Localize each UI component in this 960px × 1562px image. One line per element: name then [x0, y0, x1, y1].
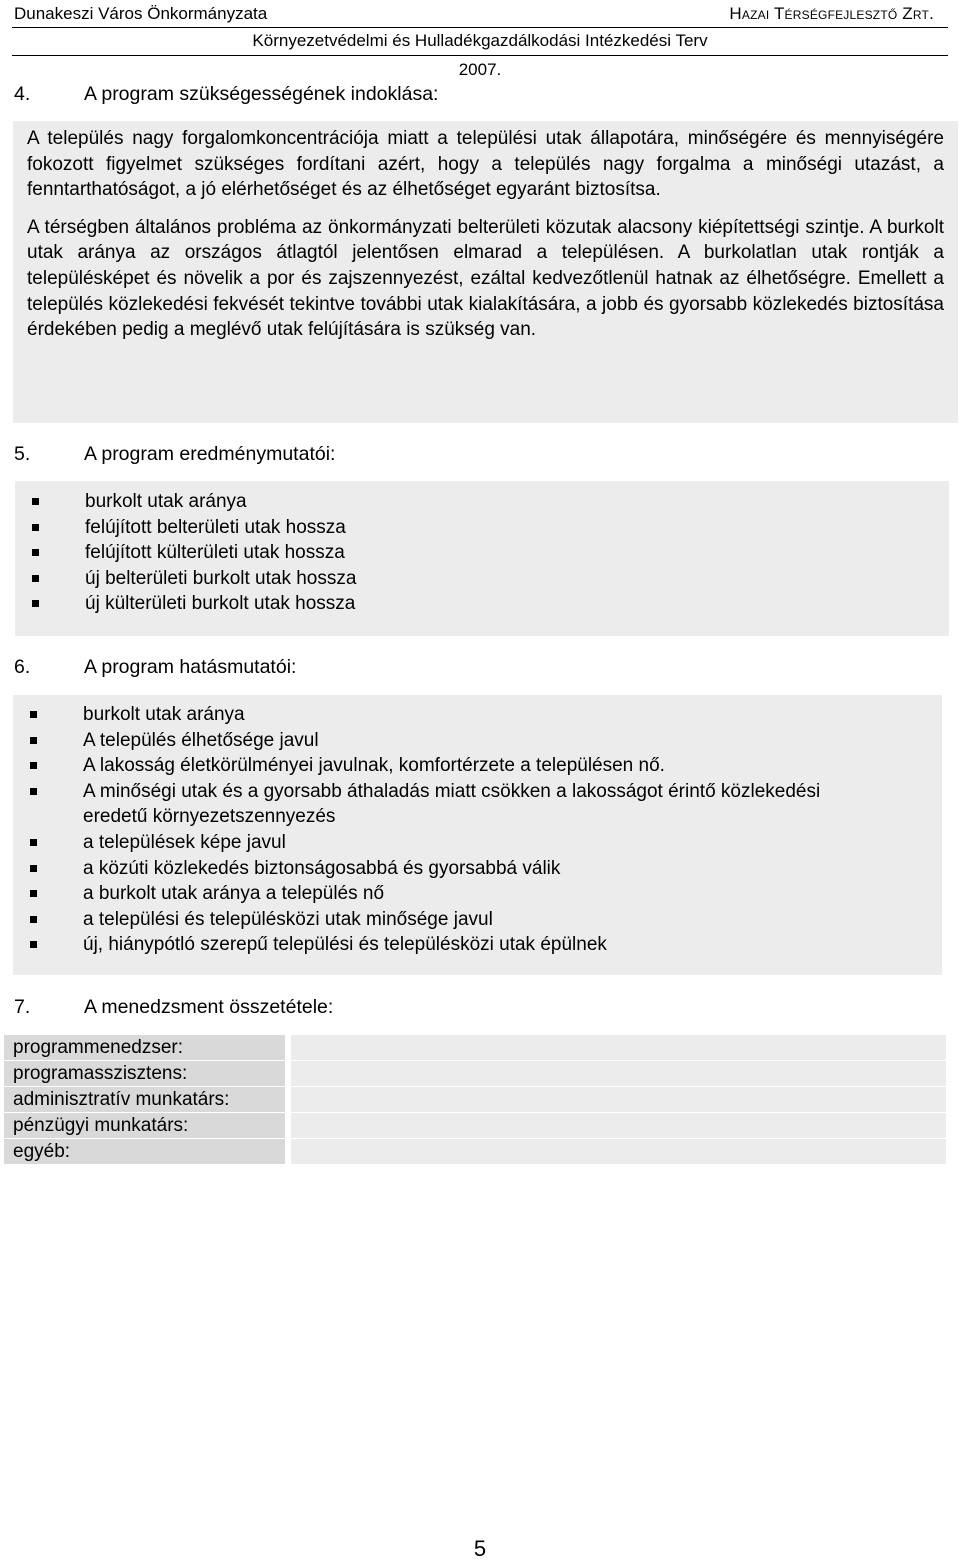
role-value: [291, 1113, 946, 1138]
management-table: [4, 1035, 946, 1165]
table-row: [4, 1061, 946, 1087]
header-company: Hazai Térségfejlesztő Zrt.: [729, 4, 934, 23]
section-4-box: [13, 121, 958, 423]
document-title: Környezetvédelmi és Hulladékgazdálkodási Intézkedési Terv: [252, 31, 708, 50]
square-bullet-icon: [30, 865, 37, 872]
list-item: A település élhetősége javul: [27, 728, 827, 754]
role-value: [291, 1087, 946, 1112]
list-item: új külterületi burkolt utak hossza: [29, 591, 949, 617]
section-4-heading: [14, 83, 438, 106]
square-bullet-icon: [32, 498, 39, 505]
square-bullet-icon: [30, 711, 37, 718]
paragraph: A település nagy forgalomkoncentrációja miatt a települési utak állapotára, minőségére és mennyiségére fokozott figyelmet szükséges fordítani azért, hogy a település nagy forgalma a minőségi utazást, a fenntarthatóságot, a jó elérhetőséget és az élhetőséget egyaránt biztosítsa.: [27, 128, 944, 201]
header-divider-2: [12, 55, 948, 56]
list-item: új, hiánypótló szerepű települési és településközi utak épülnek: [27, 932, 827, 958]
list-item: A minőségi utak és a gyorsabb áthaladás miatt csökken a lakosságot érintő közlekedési eredetű környezetszennyezés: [27, 779, 827, 830]
table-row: [4, 1113, 946, 1139]
paragraph: A térségben általános probléma az önkormányzati belterületi közutak alacsony kiépítettségi szintje. A burkolt utak aránya az országos átlagtól jelentősen elmarad a településen. A burkolatlan utak rontják a településképet és növelik a por és zajszennyezést, ezáltal kedvezőtlenül hatnak az élhetőségre. Emellett a település közlekedési fekvését tekintve további utak kialakítására, a jobb és gyorsabb közlekedés biztosítása érdekében pedig a meglévő utak felújítására is szükség van.: [27, 216, 944, 341]
section-number: 4.: [14, 83, 31, 105]
section-6-box: [13, 695, 942, 975]
square-bullet-icon: [30, 737, 37, 744]
square-bullet-icon: [30, 839, 37, 846]
header-organization: Dunakeszi Város Önkormányzata: [14, 4, 268, 23]
list-item: új belterületi burkolt utak hossza: [29, 566, 949, 592]
square-bullet-icon: [30, 916, 37, 923]
section-number: 7.: [14, 996, 31, 1018]
section-number: 5.: [14, 443, 31, 465]
section-5-heading: [14, 443, 335, 466]
list-item: a települések képe javul: [27, 830, 827, 856]
list-item: burkolt utak aránya: [29, 489, 949, 515]
page-number: 5: [473, 1536, 487, 1561]
role-label: programasszisztens:: [4, 1061, 285, 1086]
square-bullet-icon: [30, 762, 37, 769]
document-year: 2007.: [458, 60, 502, 79]
square-bullet-icon: [30, 941, 37, 948]
role-label: adminisztratív munkatárs:: [4, 1087, 285, 1112]
result-indicators-list: [29, 489, 949, 617]
square-bullet-icon: [30, 890, 37, 897]
role-value: [291, 1035, 946, 1060]
list-item: burkolt utak aránya: [27, 702, 827, 728]
role-value: [291, 1061, 946, 1086]
header-divider: [12, 27, 948, 28]
table-row: [4, 1035, 946, 1061]
list-item: felújított külterületi utak hossza: [29, 540, 949, 566]
role-label: programmenedzser:: [4, 1035, 285, 1060]
square-bullet-icon: [32, 549, 39, 556]
square-bullet-icon: [30, 788, 37, 795]
section-title: A program hatásmutatói:: [84, 656, 297, 678]
square-bullet-icon: [32, 524, 39, 531]
table-row: [4, 1087, 946, 1113]
list-item: felújított belterületi utak hossza: [29, 515, 949, 541]
section-number: 6.: [14, 656, 31, 678]
impact-indicators-list: [27, 702, 827, 958]
square-bullet-icon: [32, 600, 39, 607]
section-5-box: [15, 481, 949, 636]
section-title: A menedzsment összetétele:: [84, 996, 334, 1018]
section-7-heading: [14, 996, 333, 1019]
role-label: pénzügyi munkatárs:: [4, 1113, 285, 1138]
list-item: A lakosság életkörülményei javulnak, komfortérzete a településen nő.: [27, 753, 827, 779]
section-6-heading: [14, 656, 296, 679]
section-title: A program eredménymutatói:: [84, 443, 336, 465]
section-title: A program szükségességének indoklása:: [84, 83, 439, 105]
table-row: [4, 1139, 946, 1165]
list-item: a közúti közlekedés biztonságosabbá és gyorsabbá válik: [27, 856, 827, 882]
role-value: [291, 1139, 946, 1164]
square-bullet-icon: [32, 575, 39, 582]
role-label: egyéb:: [4, 1139, 285, 1164]
list-item: a burkolt utak aránya a település nő: [27, 881, 827, 907]
list-item: a települési és településközi utak minősége javul: [27, 907, 827, 933]
